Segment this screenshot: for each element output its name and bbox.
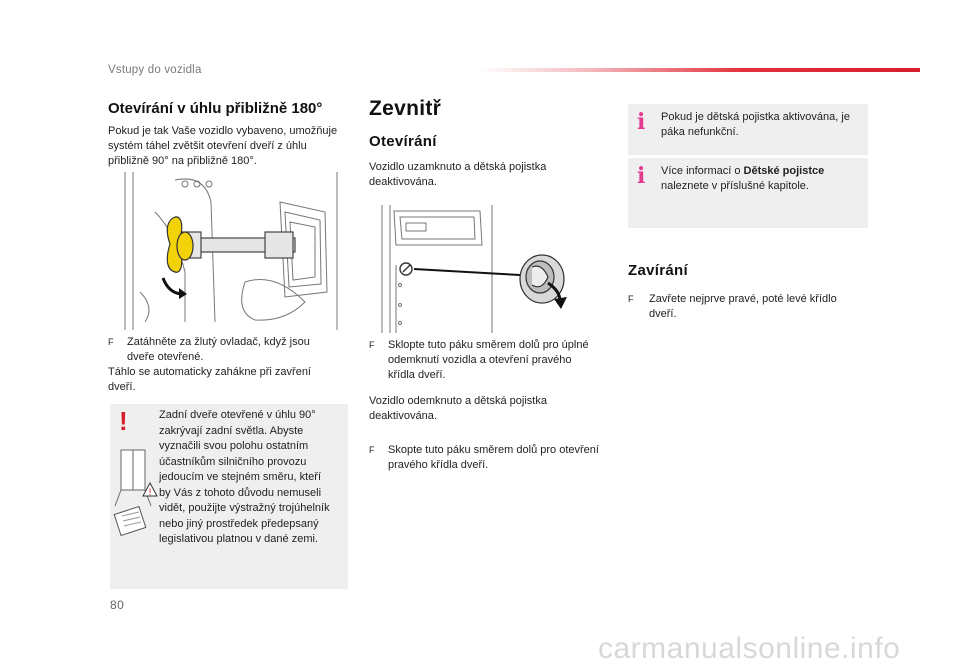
svg-text:!: ! — [148, 488, 152, 498]
left-bullet — [108, 335, 348, 365]
door-strap-drawing — [115, 172, 340, 330]
bullet-marker-icon: F — [628, 294, 634, 304]
middle-state1 — [369, 160, 609, 190]
left-heading: Otevírání v úhlu přibližně 180° — [108, 100, 323, 117]
info-box-2 — [628, 158, 868, 228]
text-line: přibližně 90° na přibližně 180°. — [108, 155, 257, 167]
text-line: Zadní dveře otevřené v úhlu 90° — [159, 409, 316, 421]
right-heading: Zavírání — [628, 262, 688, 279]
text-line: Vozidlo odemknuto a dětská pojistka — [369, 395, 547, 407]
left-intro — [108, 124, 348, 169]
text-line: Skopte tuto páku směrem dolů pro otevření — [388, 444, 599, 456]
bullet-marker-icon: F — [108, 337, 114, 347]
warning-triangle-icon — [142, 482, 158, 503]
section-title: Vstupy do vozidla — [108, 64, 202, 76]
text-line: páka nefunkční. — [661, 126, 739, 138]
text-line: vyznačili svou polohu ostatním — [159, 440, 309, 452]
link-reference: Dětské pojistce — [743, 165, 825, 177]
text-line: Vozidlo uzamknuto a dětská pojistka — [369, 161, 547, 173]
info-2-text — [661, 164, 866, 194]
info-icon: i — [637, 109, 646, 135]
info-box-1 — [628, 104, 868, 155]
header-red-bar — [480, 68, 920, 72]
text-line: vidět, použijte výstražný trojúhelník — [159, 502, 330, 514]
door-strap-illustration — [115, 172, 340, 330]
left-after-text — [108, 365, 348, 395]
bullet-marker-icon: F — [369, 340, 375, 350]
text-line: Pokud je dětská pojistka aktivována, je — [661, 111, 850, 123]
warning-exclamation-icon: ! — [119, 406, 128, 436]
text-line: legislativou platnou v dané zemi. — [159, 533, 318, 545]
text-line: jedoucím ve stejném směru, kteří — [159, 471, 322, 483]
info-1-text — [661, 110, 866, 140]
interior-lever-illustration — [370, 205, 590, 333]
text-line: křídla dveří. — [388, 369, 446, 381]
middle-state2 — [369, 394, 609, 424]
text-line: Táhlo se automaticky zahákne při zavření — [108, 366, 311, 378]
text-line: pravého křídla dveří. — [388, 459, 489, 471]
text-line: zakrývají zadní světla. Abyste — [159, 424, 304, 437]
bullet-marker-icon: F — [369, 445, 375, 455]
page-number: 80 — [110, 598, 125, 612]
text-line: dveře otevřené. — [127, 351, 204, 363]
text-line: dveří. — [108, 381, 136, 393]
warning-box — [110, 404, 348, 589]
text-line: Zavřete nejprve pravé, poté levé křídlo — [649, 293, 837, 305]
watermark: carmanualsonline.info — [598, 632, 901, 665]
text-line: Pokud je tak Vaše vozidlo vybaveno, umožňuje — [108, 125, 338, 137]
text-line: systém táhel zvětšit otevření dveří z úhlu — [108, 140, 307, 152]
text-line: odemknutí vozidla a otevření pravého — [388, 354, 572, 366]
middle-bullet-2 — [369, 443, 619, 473]
text-line: by Vás z tohoto důvodu nemuseli — [159, 486, 322, 499]
text-line: deaktivována. — [369, 176, 437, 188]
text-line: deaktivována. — [369, 410, 437, 422]
text-line: účastníkům silničního provozu — [159, 455, 307, 468]
interior-lever-drawing — [370, 205, 590, 333]
text-line: naleznete v příslušné kapitole. — [661, 180, 809, 192]
right-bullet — [628, 292, 868, 322]
info-icon: i — [637, 163, 646, 189]
text-line: nebo jiný prostředek předepsaný — [159, 517, 319, 530]
text-span: Více informací o — [661, 165, 744, 177]
middle-heading: Zevnitř — [369, 97, 442, 120]
text-line: Zatáhněte za žlutý ovladač, když jsou — [127, 336, 310, 348]
text-line: dveří. — [649, 308, 677, 320]
text-line: Sklopte tuto páku směrem dolů pro úplné — [388, 339, 589, 351]
middle-bullet-1 — [369, 338, 619, 383]
middle-subheading: Otevírání — [369, 133, 437, 150]
warning-text — [159, 408, 347, 548]
